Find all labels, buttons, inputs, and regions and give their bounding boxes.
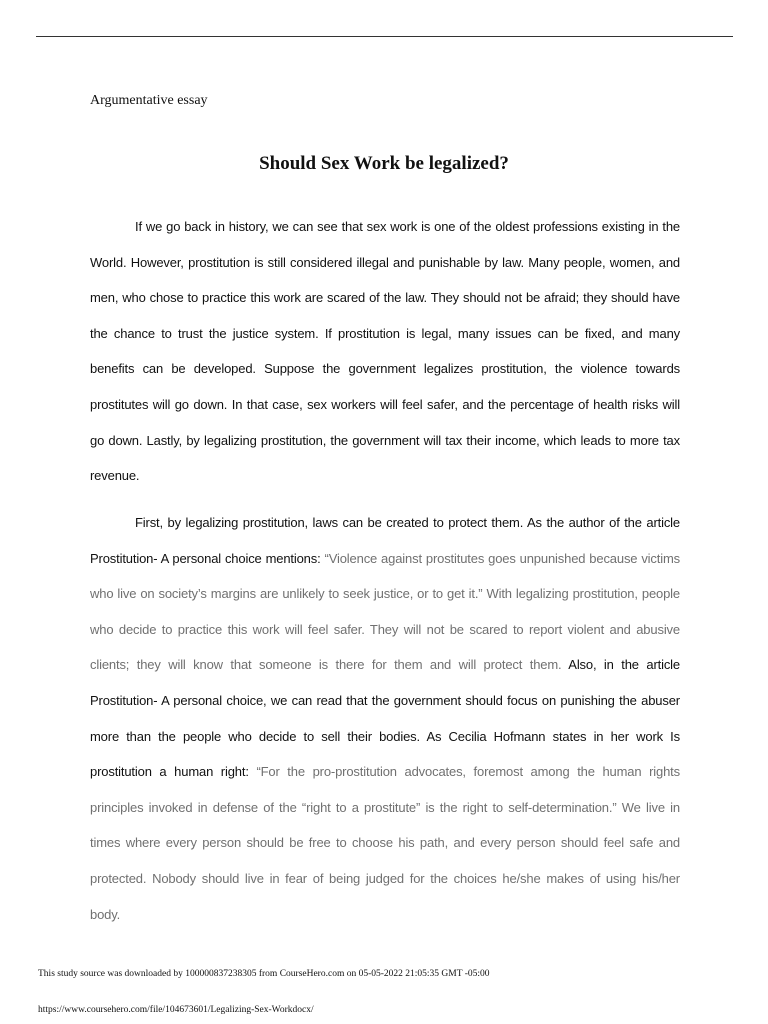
quote-text: “Violence against prostitutes goes unpunished because victims who live on society’s margins are unlikely to seek justice, or to get it.” With legalizing prostitution, people who decide to practice this work will feel safer. They will not be scared to report violent and abusive clients; they will know that someone is there for them and will protect them. (90, 550, 680, 673)
paragraph-intro-text: If we go back in history, we can see that sex work is one of the oldest professions existing in the World. However, prostitution is still considered illegal and punishable by law. Many people, women, and men, who chose to practice this work are scared of the law. They should not be afraid; they should have the chance to trust the justice system. If prostitution is legal, many issues can be fixed, and many benefits can be developed. Suppose the government legalizes prostitution, the violence towards prostitutes will go down. In that case, sex workers will feel safer, and the percentage of health risks will go down. Lastly, by legalizing prostitution, the government will tax their income, which leads to more tax revenue. (90, 219, 680, 484)
body-text: First, by legalizing prostitution, laws can be created to protect them. As the author of the article Prostitution- A personal choice mentions: (90, 515, 680, 566)
top-rule (36, 36, 733, 37)
document-label: Argumentative essay (90, 93, 208, 108)
download-notice: This study source was downloaded by 100000837238305 from CourseHero.com on 05-05-2022 21:05:35 GMT -05:00 (38, 969, 490, 979)
source-url[interactable]: https://www.coursehero.com/file/104673601/Legalizing-Sex-Workdocx/ (38, 1005, 314, 1015)
quote-text: “For the pro-prostitution advocates, foremost among the human rights principles invoked in defense of the “right to a prostitute” is the right to self-determination.” We live in times where every person should be free to choose his path, and every person should feel safe and protected. Nobody should live in fear of being judged for the choices he/she makes of using his/her body. (90, 764, 680, 922)
page-title: Should Sex Work be legalized? (259, 153, 509, 174)
paragraph-intro (90, 209, 680, 494)
body-text: Also, in the article Prostitution- A personal choice, we can read that the government should focus on punishing the abuser more than the people who decide to sell their bodies. As Cecilia Hofmann states in her work Is prostitution a human right: (90, 657, 680, 780)
paragraph-body (90, 505, 680, 932)
